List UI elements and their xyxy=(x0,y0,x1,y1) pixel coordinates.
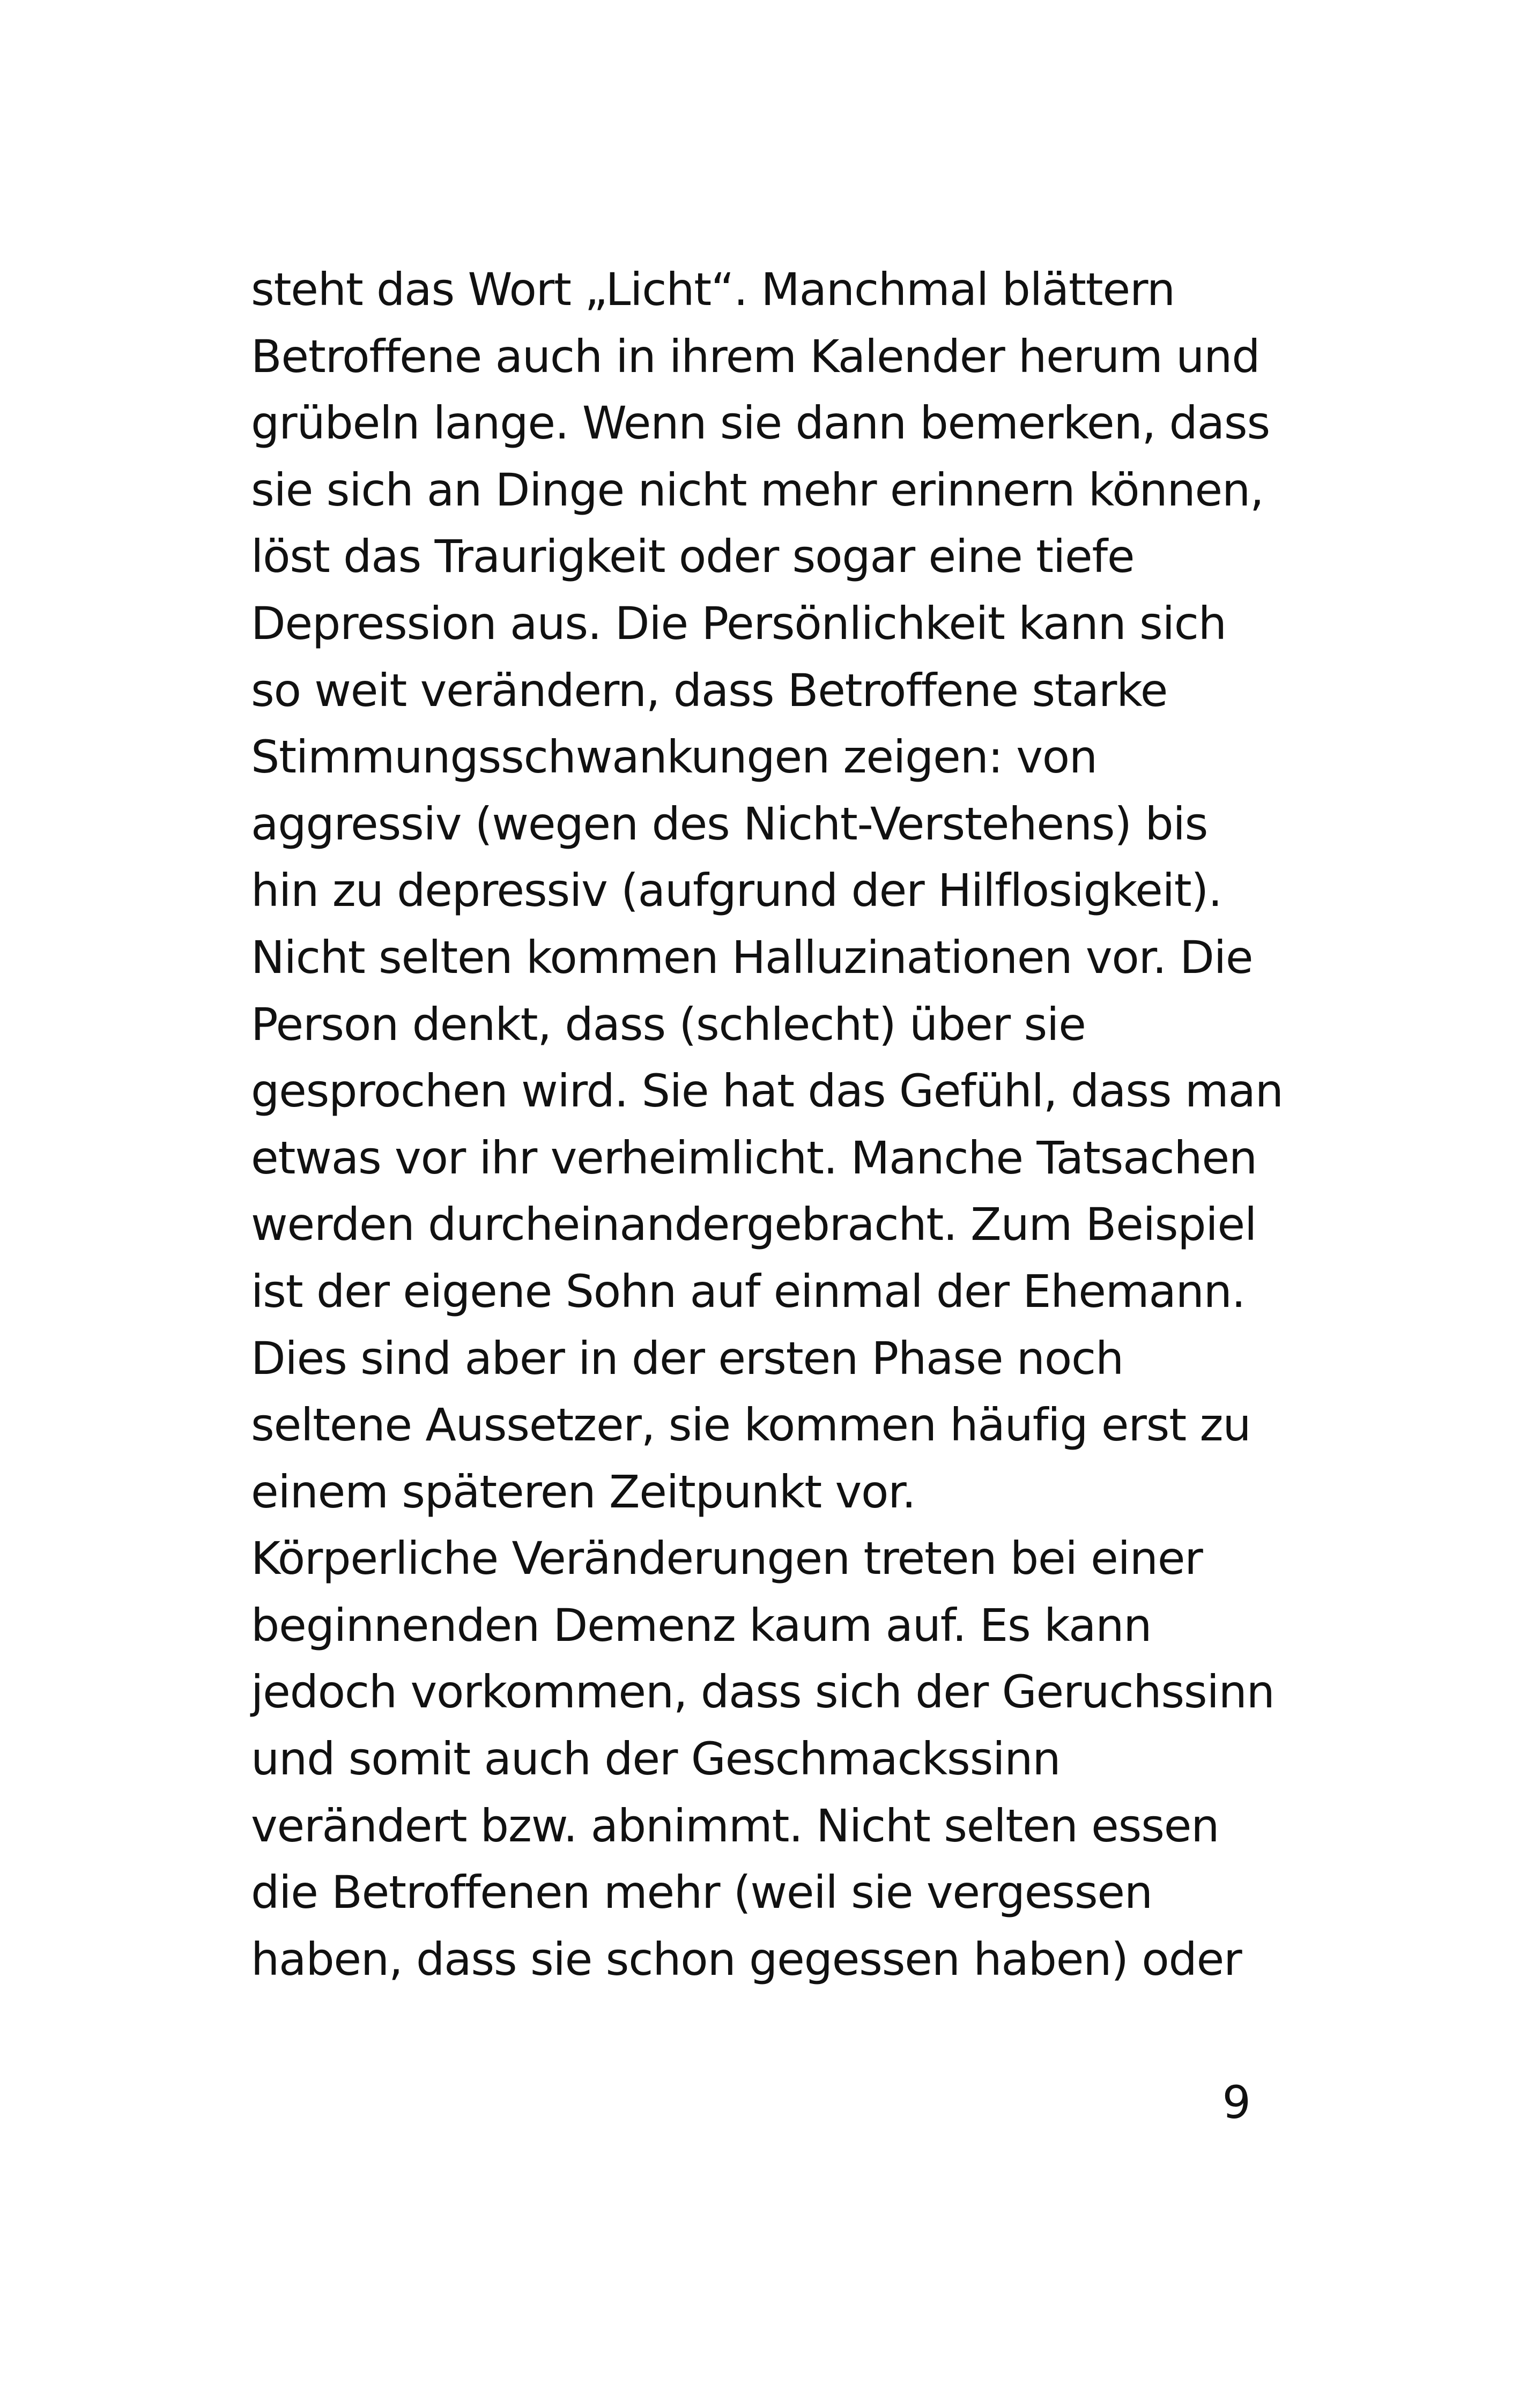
text-line: Person denkt, dass (schlecht) über sie xyxy=(251,998,1086,1051)
text-line: seltene Aussetzer, sie kommen häufig erst zu xyxy=(251,1399,1251,1452)
text-line: und somit auch der Geschmackssinn xyxy=(251,1733,1061,1786)
text-line: ist der eigene Sohn auf einmal der Ehemann. xyxy=(251,1265,1246,1318)
page-number: 9 xyxy=(1222,2076,1251,2129)
text-line: Stimmungsschwankungen zeigen: von xyxy=(251,731,1097,784)
text-line: Depression aus. Die Persönlichkeit kann sich xyxy=(251,597,1226,650)
body-text xyxy=(251,256,1302,1993)
text-line: etwas vor ihr verheimlicht. Manche Tatsachen xyxy=(251,1131,1257,1184)
text-line: Betroffene auch in ihrem Kalender herum und xyxy=(251,330,1260,383)
text-line: beginnenden Demenz kaum auf. Es kann xyxy=(251,1599,1152,1652)
text-line: einem späteren Zeitpunkt vor. xyxy=(251,1465,916,1518)
text-line: löst das Traurigkeit oder sogar eine tiefe xyxy=(251,530,1135,583)
text-line: grübeln lange. Wenn sie dann bemerken, dass xyxy=(251,397,1270,450)
text-line: so weit verändern, dass Betroffene starke xyxy=(251,664,1168,717)
text-line: jedoch vorkommen, dass sich der Geruchssinn xyxy=(251,1666,1275,1719)
text-line: Dies sind aber in der ersten Phase noch xyxy=(251,1332,1124,1385)
text-line: die Betroffenen mehr (weil sie vergessen xyxy=(251,1866,1152,1919)
text-line: sie sich an Dinge nicht mehr erinnern können, xyxy=(251,463,1264,516)
text-line: verändert bzw. abnimmt. Nicht selten essen xyxy=(251,1799,1219,1852)
text-line: steht das Wort „Licht“. Manchmal blättern xyxy=(251,263,1175,316)
text-line: Körperliche Veränderungen treten bei einer xyxy=(251,1532,1203,1585)
text-line: gesprochen wird. Sie hat das Gefühl, dass man xyxy=(251,1065,1283,1118)
text-line: werden durcheinandergebracht. Zum Beispiel xyxy=(251,1198,1257,1251)
text-line: haben, dass sie schon gegessen haben) oder xyxy=(251,1933,1242,1986)
text-line: Nicht selten kommen Halluzinationen vor. Die xyxy=(251,931,1253,984)
text-line: aggressiv (wegen des Nicht-Verstehens) bis xyxy=(251,797,1208,850)
text-line: hin zu depressiv (aufgrund der Hilflosigkeit). xyxy=(251,864,1222,917)
